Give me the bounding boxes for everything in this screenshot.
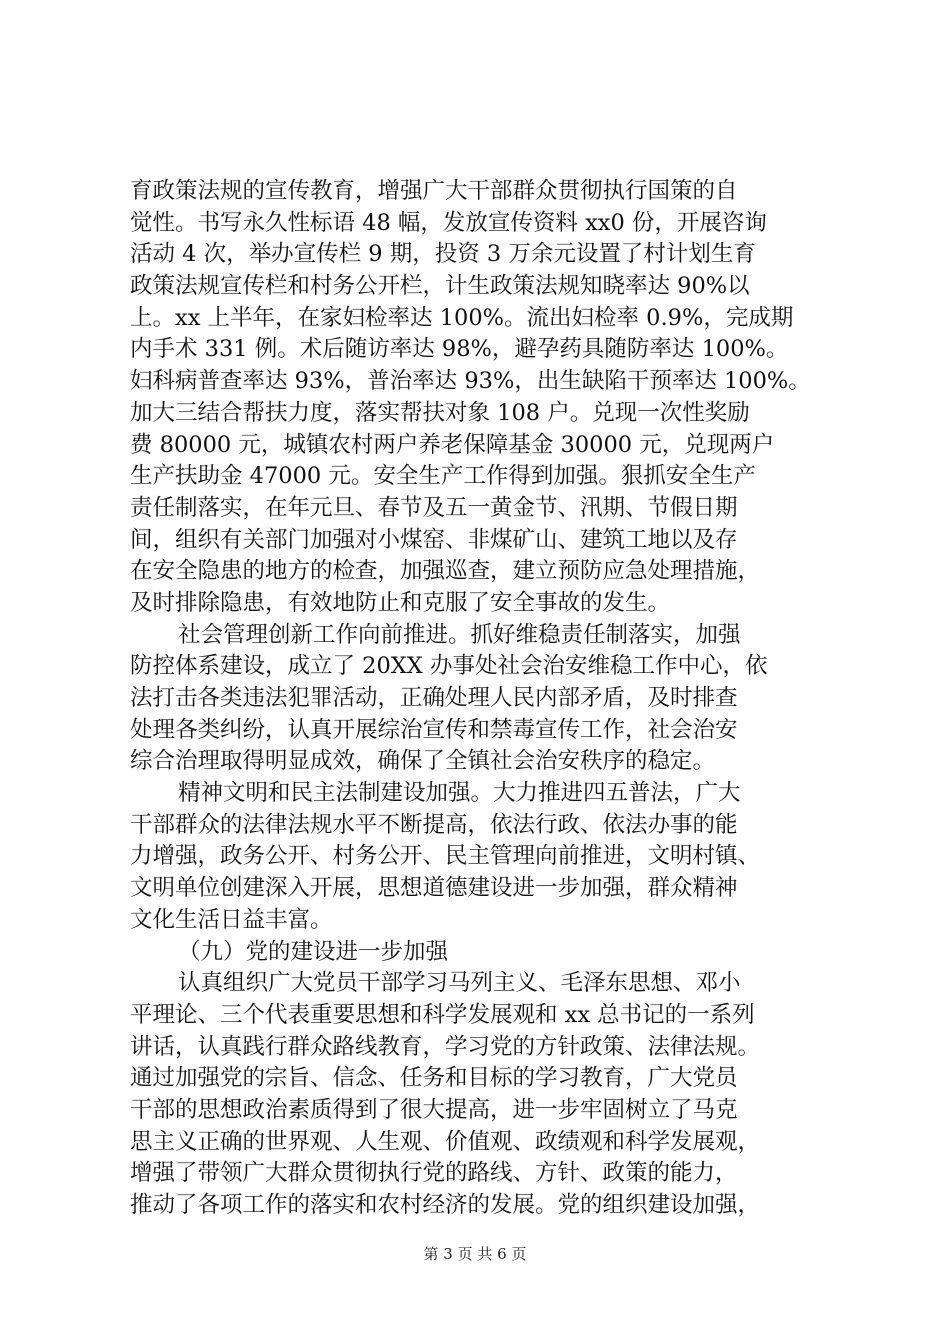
text-line: 法打击各类违法犯罪活动，正确处理人民内部矛盾，及时排查 xyxy=(130,685,738,711)
text-line: 上。xx 上半年，在家妇检率达 100%。流出妇检率 0.9%，完成期 xyxy=(130,304,794,331)
text-line: 干部的思想政治素质得到了很大提高，进一步牢固树立了马克 xyxy=(130,1096,738,1123)
text-line: 政策法规宣传栏和村务公开栏，计生政策法规知晓率达 90%以 xyxy=(130,273,750,300)
text-line: 育政策法规的宣传教育，增强广大干部群众贯彻执行国策的自 xyxy=(130,178,738,204)
text-line: 推动了各项工作的落实和农村经济的发展。党的组织建设加强， xyxy=(130,1192,761,1218)
text-line: 思主义正确的世界观、人生观、价值观、政绩观和科学发展观， xyxy=(130,1128,761,1155)
text-line: 讲话，认真践行群众路线教育，学习党的方针政策、法律法规。 xyxy=(130,1033,761,1060)
text-line: 平理论、三个代表重要思想和科学发展观和 xx 总书记的一系列 xyxy=(130,1001,755,1028)
text-line: 生产扶助金 47000 元。安全生产工作得到加强。狠抓安全生产 xyxy=(130,463,756,490)
paragraph-start-line: 社会管理创新工作向前推进。抓好维稳责任制落实，加强 xyxy=(178,621,741,648)
paragraph-start-line: 精神文明和民主法制建设加强。大力推进四五普法，广大 xyxy=(178,780,741,807)
text-line: 文明单位创建深入开展，思想道德建设进一步加强，群众精神 xyxy=(130,875,738,902)
text-line: 增强了带领广大群众贯彻执行党的路线、方针、政策的能力， xyxy=(130,1160,738,1187)
page-number-footer: 第 3 页 共 6 页 xyxy=(423,1245,527,1263)
text-line: 通过加强党的宗旨、信念、任务和目标的学习教育，广大党员 xyxy=(130,1065,738,1092)
text-line: 活动 4 次，举办宣传栏 9 期，投资 3 万余元设置了村计划生育 xyxy=(130,241,756,268)
text-line: 干部群众的法律法规水平不断提高，依法行政、依法办事的能 xyxy=(130,811,738,838)
text-line: 防控体系建设，成立了 20XX 办事处社会治安维稳工作中心，依 xyxy=(130,653,768,680)
text-line: 综合治理取得明显成效，确保了全镇社会治安秩序的稳定。 xyxy=(130,748,716,775)
text-line: 间，组织有关部门加强对小煤窑、非煤矿山、建筑工地以及存 xyxy=(130,526,738,553)
section-heading: （九）党的建设进一步加强 xyxy=(178,938,449,965)
text-line: 在安全隐患的地方的检查，加强巡查，建立预防应急处理措施， xyxy=(130,558,761,585)
text-line: 费 80000 元，城镇农村两户养老保障基金 30000 元，兑现两户 xyxy=(130,431,775,458)
text-line: 内手术 331 例。术后随访率达 98%，避孕药具随防率达 100%。 xyxy=(130,336,789,363)
text-line: 加大三结合帮扶力度，落实帮扶对象 108 户。兑现一次性奖励 xyxy=(130,399,750,426)
text-line: 力增强，政务公开、村务公开、民主管理向前推进，文明村镇、 xyxy=(130,843,761,870)
text-line: 及时排除隐患，有效地防止和克服了安全事故的发生。 xyxy=(130,589,671,616)
text-line: 文化生活日益丰富。 xyxy=(130,906,333,933)
document-body xyxy=(130,176,830,1222)
text-line: 责任制落实，在年元旦、春节及五一黄金节、汛期、节假日期 xyxy=(130,494,738,521)
text-line: 妇科病普查率达 93%，普治率达 93%，出生缺陷干预率达 100%。 xyxy=(130,368,811,395)
text-line: 处理各类纠纷，认真开展综治宣传和禁毒宣传工作，社会治安 xyxy=(130,716,738,743)
text-line: 觉性。书写永久性标语 48 幅，发放宣传资料 xx0 份，开展咨询 xyxy=(130,209,767,236)
paragraph-start-line: 认真组织广大党员干部学习马列主义、毛泽东思想、邓小 xyxy=(178,970,741,997)
